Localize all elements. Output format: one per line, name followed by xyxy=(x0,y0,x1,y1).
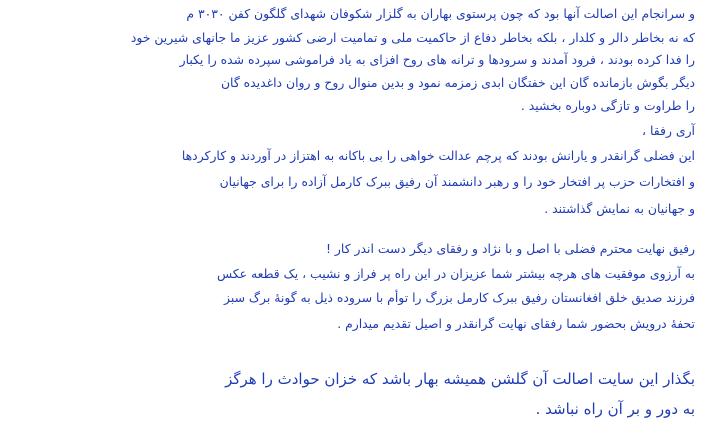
letter-line: دیگر بگوش بازمانده گان این خفتگان ابدی زمزمه نمود و بدین منوال روح و روان داغدیده گان xyxy=(220,75,695,90)
letter-line: رفیق نهایت محترم فضلی با اصل و با نژاد و رفقای دیگر دست اندر کار ! xyxy=(326,241,695,256)
letter-line: را طراوت و تازگی دوباره بخشید . xyxy=(520,98,695,113)
letter-line: و سرانجام این اصالت آنها بود که چون پرستوی بهاران به گلزار شکوفان شهدای گلگون کفن ۳۰۳۰ م xyxy=(186,6,695,21)
letter-line: را فدا کرده بودند ، فرود آمدند و سرودها و ترانه های روح افزای به یاد فراموشی سپرده شده را یکبار xyxy=(179,52,695,67)
letter-line: که نه بخاطر دالر و کلدار ، بلکه بخاطر دفاع از حاکمیت ملی و تمامیت ارضی کشور عزیز ما جانهای شیرین خود xyxy=(130,30,695,45)
letter-line: بگذار این سایت اصالت آن گلشن همیشه بهار باشد که خزان حوادث را هرگز xyxy=(225,370,695,388)
letter-line: تحفهٔ درویش بحضور شما رفقای نهایت گرانقدر و اصیل تقدیم میدارم . xyxy=(337,316,695,331)
letter-line: و جهانیان به نمایش گذاشتند . xyxy=(544,201,695,216)
letter-line: به آرزوی موفقیت های هرچه بیشتر شما عزیزان در این راه پر فراز و نشیب ، یک قطعه عکس xyxy=(217,266,695,281)
letter-salutation: آری رفقا ، xyxy=(642,123,695,138)
letter-line: و افتخارات حزب پر افتخار خود را و رهبر دانشمند آن رفیق ببرک کارمل آزاده را برای جهانیان xyxy=(219,174,695,189)
letter-line: فرزند صدیق خلق افغانستان رفیق ببرک کارمل بزرگ را توأم با سروده ذیل به گونهٔ برگ سبز xyxy=(224,290,695,305)
letter-line: به دور و بر آن راه نباشد . xyxy=(535,400,695,418)
letter-line: این فضلی گرانقدر و یارانش بودند که پرچم عدالت خواهی را بی باکانه به اهتزاز در آوردند و کارکردها xyxy=(181,148,695,163)
